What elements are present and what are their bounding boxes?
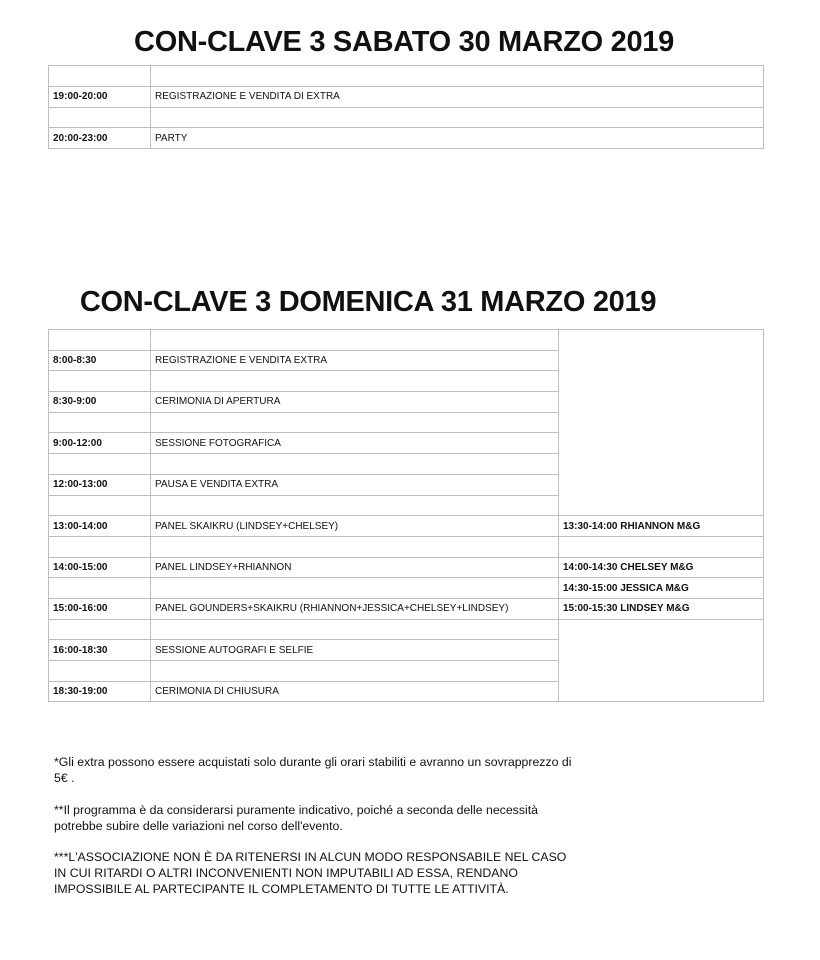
table-row [49,516,764,537]
meet-greet-cell: 15:00-15:30 LINDSEY M&G [559,598,764,619]
activity-cell [151,330,559,351]
time-cell [49,661,151,682]
meet-greet-empty-block [559,619,764,702]
meet-greet-cell: 14:00-14:30 CHELSEY M&G [559,557,764,578]
time-cell: 15:00-16:00 [49,598,151,619]
note-text: ***L'ASSOCIAZIONE NON È DA RITENERSI IN ALCUN MODO RESPONSABILE NEL CASO IN CUI RITARDI O ALTRI INCONVENIENTI NON IMPUTABILI AD ESSA, RENDANO IMPOSSIBILE AL PARTECIPANTE IL COMPLETAMENTO DI TUTTE LE ATTIVITÀ. [54,850,567,896]
time-cell: 12:00-13:00 [49,474,151,495]
time-cell [49,330,151,351]
activity-cell: PARTY [151,128,764,149]
sunday-schedule-table [48,329,764,702]
table-row [49,619,764,640]
time-cell [49,619,151,640]
activity-cell: CERIMONIA DI CHIUSURA [151,681,559,702]
activity-cell: PANEL SKAIKRU (LINDSEY+CHELSEY) [151,516,559,537]
activity-cell [151,578,559,599]
time-cell [49,371,151,392]
saturday-schedule-table [48,65,764,149]
activity-cell: PANEL LINDSEY+RHIANNON [151,557,559,578]
activity-cell: REGISTRAZIONE E VENDITA EXTRA [151,350,559,371]
activity-cell: PAUSA E VENDITA EXTRA [151,474,559,495]
table-row [49,107,764,128]
activity-cell: SESSIONE AUTOGRAFI E SELFIE [151,640,559,661]
time-cell [49,107,151,128]
time-cell [49,495,151,516]
note-disclaimer [54,849,574,897]
activity-cell [151,412,559,433]
time-cell: 8:00-8:30 [49,350,151,371]
activity-cell [151,661,559,682]
meet-greet-cell: 14:30-15:00 JESSICA M&G [559,578,764,599]
meet-greet-cell: 13:30-14:00 RHIANNON M&G [559,516,764,537]
table-row [49,578,764,599]
time-cell: 14:00-15:00 [49,557,151,578]
time-cell: 20:00-23:00 [49,128,151,149]
note-program [54,802,574,834]
time-cell [49,536,151,557]
activity-cell: PANEL GOUNDERS+SKAIKRU (RHIANNON+JESSICA+CHELSEY+LINDSEY) [151,598,559,619]
sunday-title: CON-CLAVE 3 DOMENICA 31 MARZO 2019 [79,286,657,318]
activity-cell [151,371,559,392]
time-cell: 18:30-19:00 [49,681,151,702]
meet-greet-empty-block [559,330,764,516]
table-row [49,330,764,351]
activity-cell [151,619,559,640]
time-cell: 13:00-14:00 [49,516,151,537]
time-cell: 9:00-12:00 [49,433,151,454]
saturday-title: CON-CLAVE 3 SABATO 30 MARZO 2019 [134,26,674,58]
note-extras [54,754,574,786]
table-row [49,86,764,107]
note-text: **Il programma è da considerarsi puramente indicativo, poiché a seconda delle necessità potrebbe subire delle variazioni nel corso dell'evento. [54,803,538,833]
table-row [49,536,764,557]
table-row [49,66,764,87]
note-text: *Gli extra possono essere acquistati solo durante gli orari stabiliti e avranno un sovrapprezzo di 5€ . [54,755,572,785]
activity-cell [151,495,559,516]
activity-cell [151,536,559,557]
meet-greet-cell [559,536,764,557]
time-cell [49,454,151,475]
activity-cell: SESSIONE FOTOGRAFICA [151,433,559,454]
time-cell [49,578,151,599]
table-row [49,128,764,149]
time-cell [49,66,151,87]
time-cell: 16:00-18:30 [49,640,151,661]
activity-cell [151,454,559,475]
activity-cell [151,107,764,128]
table-row [49,557,764,578]
activity-cell [151,66,764,87]
time-cell [49,412,151,433]
time-cell: 19:00-20:00 [49,86,151,107]
time-cell: 8:30-9:00 [49,392,151,413]
activity-cell: REGISTRAZIONE E VENDITA DI EXTRA [151,86,764,107]
table-row [49,598,764,619]
activity-cell: CERIMONIA DI APERTURA [151,392,559,413]
